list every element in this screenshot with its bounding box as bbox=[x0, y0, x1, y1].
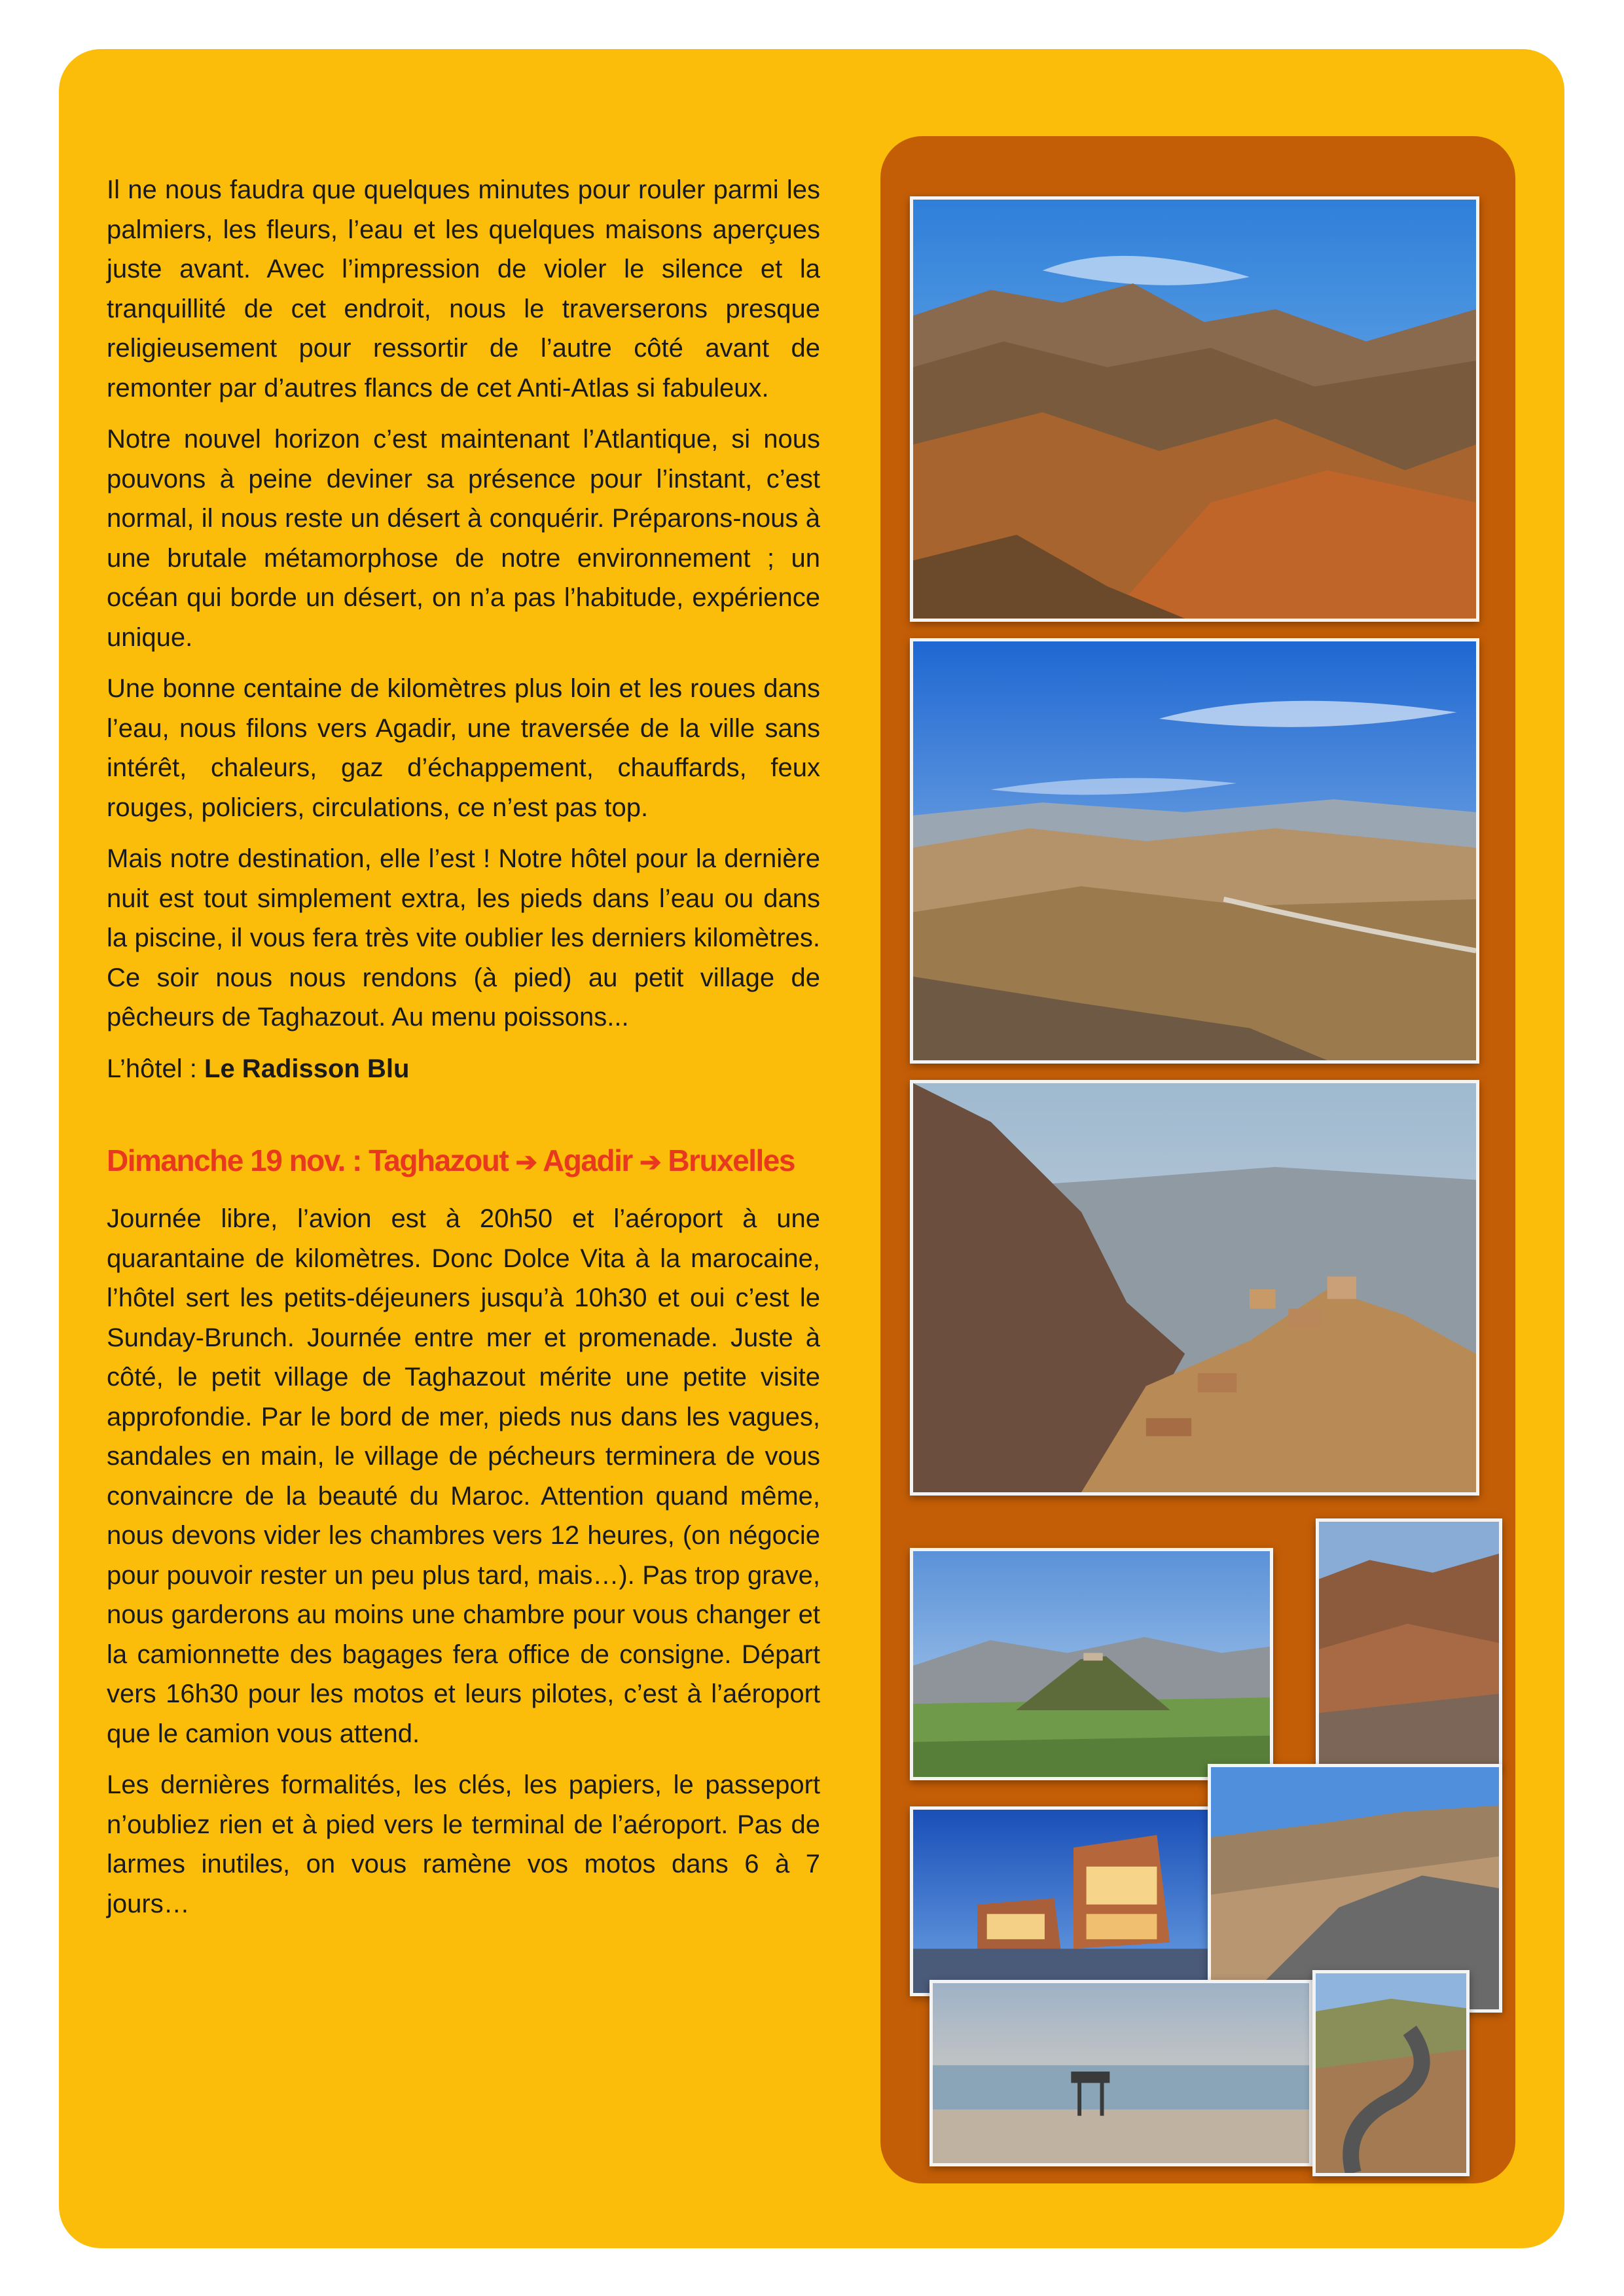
arrow-right-icon: ➔ bbox=[640, 1148, 661, 1177]
photo-beach-dusk bbox=[929, 1980, 1312, 2166]
photo-mountain-valley bbox=[910, 196, 1479, 622]
day-heading-place-bruxelles: Bruxelles bbox=[668, 1143, 795, 1177]
day-heading-date: Dimanche 19 nov. : bbox=[107, 1143, 369, 1177]
paragraph-agadir: Une bonne centaine de kilomètres plus loin et les roues dans l’eau, nous filons vers Agadir, une traversée de la ville sans intérêt, chaleurs, gaz d’échappement, chauffards, feux rouges, policiers, circulations, ce n’est pas top. bbox=[107, 674, 820, 822]
day-heading-place-agadir: Agadir bbox=[543, 1143, 632, 1177]
article-text-column bbox=[107, 170, 820, 1935]
photo-winding-road bbox=[1312, 1970, 1470, 2176]
photo-hills-panorama bbox=[910, 638, 1479, 1064]
hotel-name: Le Radisson Blu bbox=[204, 1054, 410, 1083]
day-heading-place-taghazout: Taghazout bbox=[369, 1143, 509, 1177]
paragraph-palmiers: Il ne nous faudra que quelques minutes pour rouler parmi les palmiers, les fleurs, l’eau et les quelques maisons aperçues juste avant. Avec l’impression de violer le silence et la tranquillité de cet endroit, nous le traverserons presque religieusement pour ressortir de l’autre côté avant de remonter par d’autres flancs de cet Anti-Atlas si fabuleux. bbox=[107, 175, 820, 403]
paragraph-hotel-destination: Mais notre destination, elle l’est ! Notre hôtel pour la dernière nuit est tout simplement extra, les pieds dans l’eau ou dans la piscine, il vous fera très vite oublier les derniers kilomètres. Ce soir nous nous rendons (à pied) au petit village de pêcheurs de Taghazout. Au menu poissons... bbox=[107, 844, 820, 1031]
photo-rocky-slope bbox=[1316, 1518, 1502, 1770]
arrow-right-icon: ➔ bbox=[515, 1148, 537, 1177]
photo-kasbah-hill bbox=[910, 1548, 1273, 1780]
hotel-label: L’hôtel : bbox=[107, 1054, 205, 1083]
hotel-line bbox=[107, 1049, 820, 1089]
paragraph-formalites: Les dernières formalités, les clés, les papiers, le passeport n’oubliez rien et à pied vers le terminal de l’aéroport. Pas de larmes inutiles, on vous ramène vos motos dans 6 à 7 jours… bbox=[107, 1770, 820, 1918]
photo-hillside-village bbox=[910, 1080, 1479, 1496]
photo-hotel-night bbox=[910, 1806, 1237, 1996]
day-heading bbox=[107, 1141, 820, 1182]
paragraph-journee-libre: Journée libre, l’avion est à 20h50 et l’aéroport à une quarantaine de kilomètres. Donc Dolce Vita à la marocaine, l’hôtel sert les petits-déjeuners jusqu’à 10h30 et oui c’est le Sunday-Brunch. Journée entre mer et promenade. Juste à côté, le petit village de Taghazout mérite une petite visite approfondie. Par le bord de mer, pieds nus dans les vagues, sandales en main, le village de pécheurs terminera de vous convaincre de la beauté du Maroc. Attention quand même, nous devons vider les chambres vers 12 heures, (on négocie pour pouvoir rester un peu plus tard, mais…). Pas trop grave, nous garderons au moins une chambre pour vous changer et la camionnette des bagages fera office de consigne. Départ vers 16h30 pour les motos et leurs pilotes, c’est à l’aéroport que le camion vous attend. bbox=[107, 1204, 820, 1748]
paragraph-atlantique: Notre nouvel horizon c’est maintenant l’Atlantique, si nous pouvons à peine deviner sa présence pour l’instant, c’est normal, il nous reste un désert à conquérir. Préparons-nous à une brutale métamorphose de notre environnement ; un océan qui borde un désert, on n’a pas l’habitude, expérience unique. bbox=[107, 425, 820, 652]
